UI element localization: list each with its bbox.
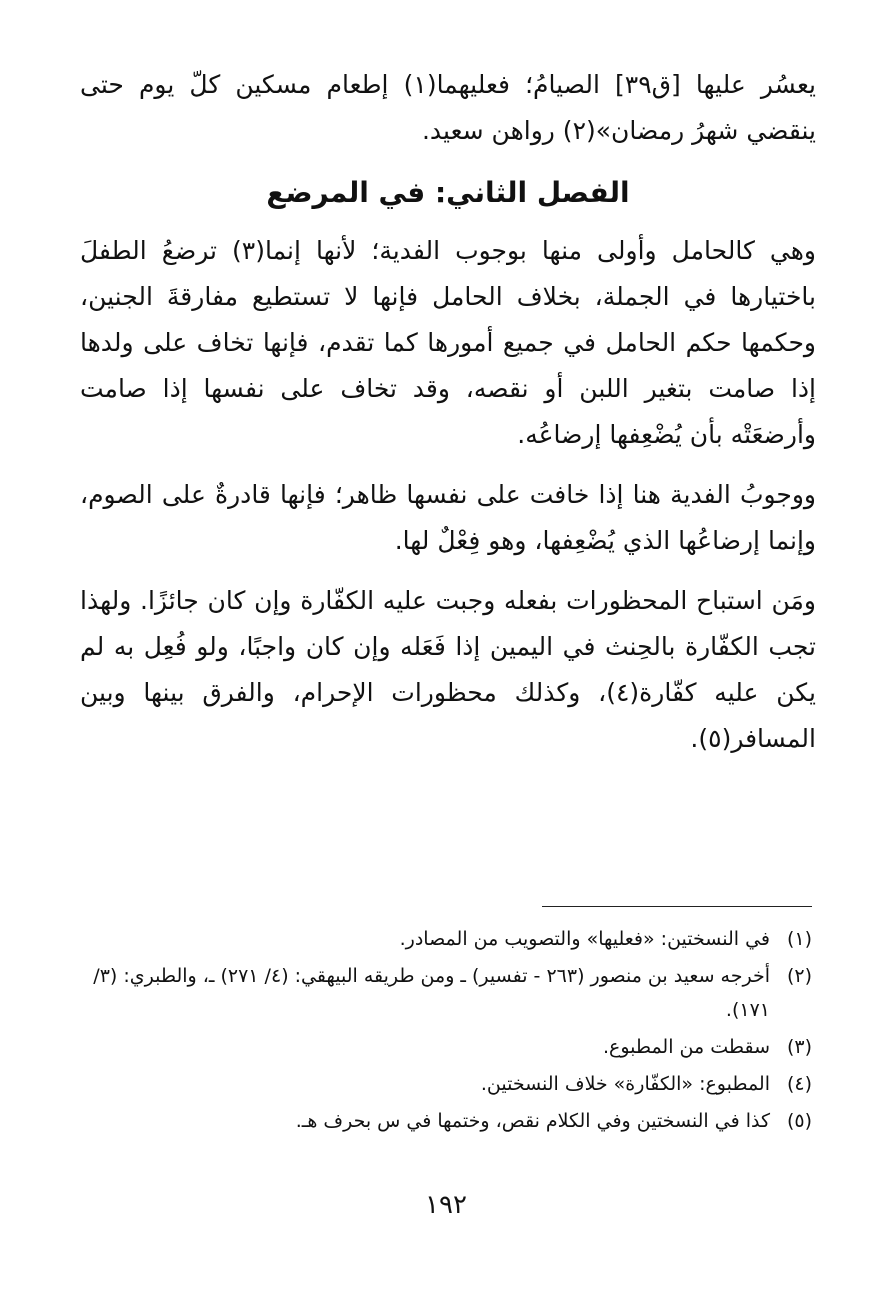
footnote-text: سقطت من المطبوع. (602, 1036, 770, 1058)
footnote-number: (٢) (786, 965, 812, 987)
footnote (76, 922, 812, 956)
footnote-divider (542, 906, 812, 907)
paragraph-1: يعسُر عليها [ق٣٩] الصيامُ؛ فعليهما(١) إطعام مسكين كلّ يوم حتى ينقضي شهرُ رمضان»(٢) رواهن سعيد. (80, 70, 816, 145)
footnote-number: (٥) (786, 1110, 812, 1132)
footnote-text: كذا في النسختين وفي الكلام نقص، وختمها في س بحرف هـ. (295, 1110, 770, 1132)
main-text (80, 62, 816, 762)
page-number: ١٩٢ (425, 1190, 467, 1220)
footnote-text: في النسختين: «فعليها» والتصويب من المصادر. (399, 928, 770, 950)
footnote-number: (١) (786, 928, 812, 950)
footnotes (76, 922, 812, 1141)
footnote (76, 1104, 812, 1138)
paragraph-4: ومَن استباح المحظورات بفعله وجبت عليه الكفّارة وإن كان جائزًا. ولهذا تجب الكفّارة بالحِنث في اليمين إذا فَعَله وإن كان واجبًا، ولو فُعِل به لم يكن عليه كفّارة(٤)، وكذلك محظورات الإحرام، والفرق بينها وبين المسافر(٥). (80, 586, 816, 753)
paragraph-3: ووجوبُ الفدية هنا إذا خافت على نفسها ظاهر؛ فإنها قادرةٌ على الصوم، وإنما إرضاعُها الذي يُضْعِفها، وهو فِعْلٌ لها. (80, 480, 816, 555)
footnote (76, 1067, 812, 1101)
footnote (76, 959, 812, 1027)
paragraph-2: وهي كالحامل وأولى منها بوجوب الفدية؛ لأنها إنما(٣) ترضعُ الطفلَ باختيارها في الجملة، بخلاف الحامل فإنها لا تستطيع مفارقةَ الجنين، وحكمها حكم الحامل في جميع أمورها كما تقدم، فإنها تخاف على ولدها إذا صامت بتغير اللبن أو نقصه، وقد تخاف على نفسها إذا صامت وأرضعَتْه بأن يُضْعِفها إرضاعُه. (80, 236, 816, 449)
footnote-number: (٤) (786, 1073, 812, 1095)
footnote-text: أخرجه سعيد بن منصور (٢٦٣ - تفسير) ـ ومن طريقه البيهقي: (٤/ ٢٧١) ـ، والطبري: (٣/ ١٧١). (93, 965, 770, 1021)
footnote-text: المطبوع: «الكفّارة» خلاف النسختين. (480, 1073, 770, 1095)
section-heading: الفصل الثاني: في المرضع (266, 176, 630, 209)
footnote-number: (٣) (786, 1036, 812, 1058)
footnote (76, 1030, 812, 1064)
